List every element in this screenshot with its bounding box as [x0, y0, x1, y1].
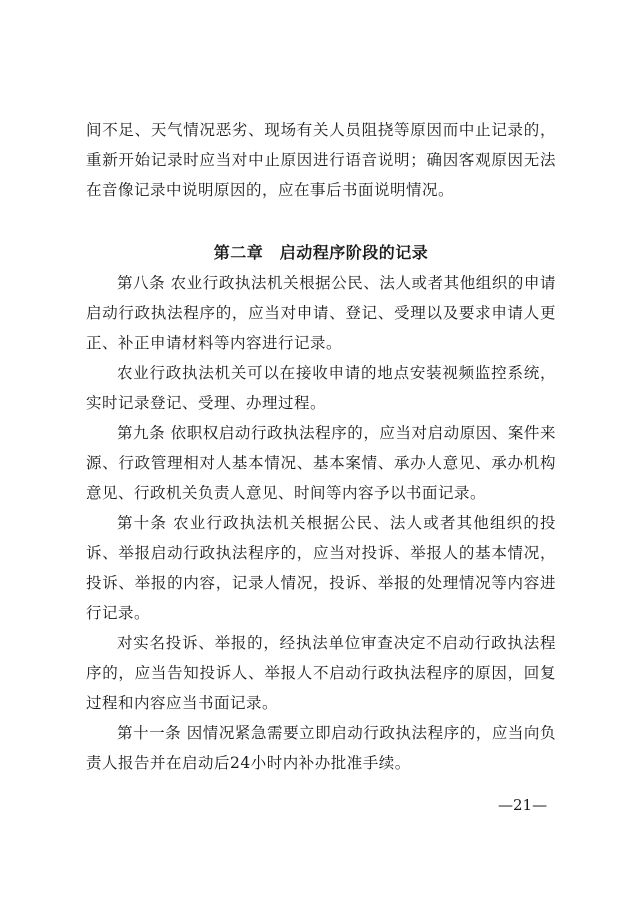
paragraph-video-monitoring: 农业行政执法机关可以在接收申请的地点安装视频监控系统，实时记录登记、受理、办理过程。	[86, 364, 556, 412]
continuation-text: 间不足、天气情况恶劣、现场有关人员阻挠等原因而中止记录的，重新开始记录时应当对中止原因进行语音说明；确因客观原因无法在音像记录中说明原因的，应在事后书面说明情况。	[86, 121, 556, 199]
continuation-paragraph	[86, 115, 556, 205]
chapter-body	[86, 268, 556, 778]
page-number: —21—	[498, 796, 548, 814]
paragraph-article-9: 第九条 依职权启动行政执法程序的，应当对启动原因、案件来源、行政管理相对人基本情况、基本案情、承办人意见、承办机构意见、行政机关负责人意见、时间等内容予以书面记录。	[86, 424, 556, 502]
chapter-title: 第二章 启动程序阶段的记录	[213, 243, 429, 262]
paragraph-article-8: 第八条 农业行政执法机关根据公民、法人或者其他组织的申请启动行政执法程序的，应当对申请、登记、受理以及要求申请人更正、补正申请材料等内容进行记录。	[86, 274, 556, 352]
paragraph-real-name-complaints: 对实名投诉、举报的，经执法单位审查决定不启动行政执法程序的，应当告知投诉人、举报人不启动行政执法程序的原因，回复过程和内容应当书面记录。	[86, 634, 556, 712]
paragraph-article-10: 第十条 农业行政执法机关根据公民、法人或者其他组织的投诉、举报启动行政执法程序的，应当对投诉、举报人的基本情况，投诉、举报的内容，记录人情况，投诉、举报的处理情况等内容进行记录。	[86, 514, 556, 622]
paragraph-article-11: 第十一条 因情况紧急需要立即启动行政执法程序的，应当向负责人报告并在启动后24小时内补办批准手续。	[86, 724, 556, 772]
